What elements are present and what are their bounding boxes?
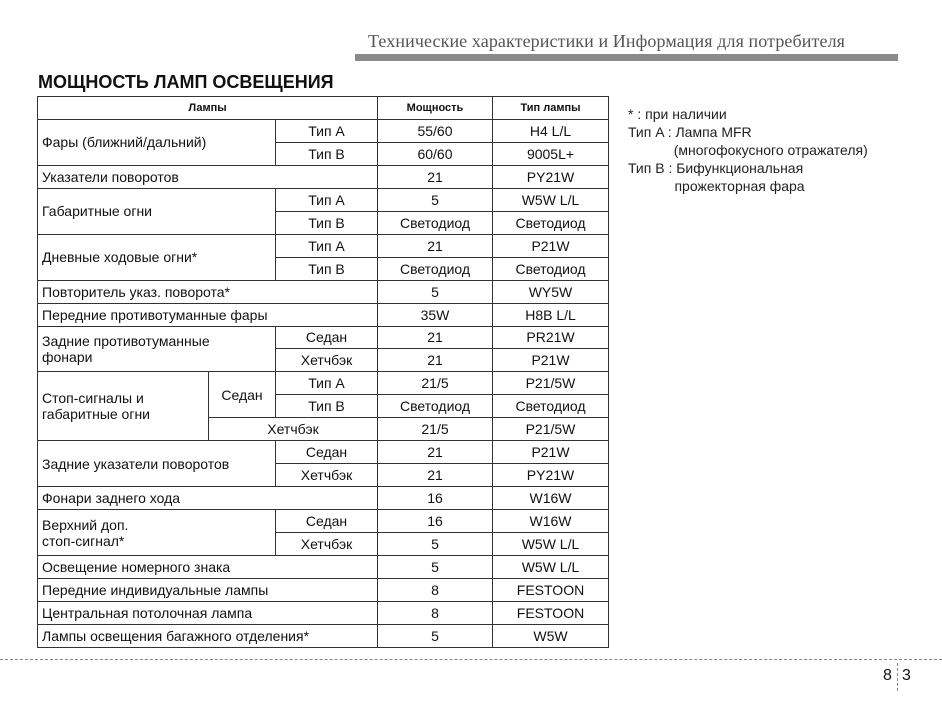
table-row: [38, 188, 609, 211]
power-cell: 16: [378, 510, 493, 533]
power-cell: 21: [378, 441, 493, 464]
variant-cell: Седан: [276, 510, 378, 533]
variant-cell: Тип A: [276, 372, 378, 395]
col-header-type: Тип лампы: [493, 97, 609, 120]
row-label: [38, 326, 276, 372]
power-cell: 55/60: [378, 119, 493, 142]
power-cell: Светодиод: [378, 395, 493, 418]
note-type-a: [628, 123, 868, 159]
table-row: [38, 579, 609, 602]
power-cell: 16: [378, 487, 493, 510]
header-rule: [355, 54, 898, 61]
row-label-line: Стоп-сигналы и: [42, 390, 144, 407]
type-cell: P21/5W: [493, 372, 609, 395]
table-row: [38, 119, 609, 142]
sedan-group-cell: Седан: [209, 372, 276, 418]
power-cell: 5: [378, 188, 493, 211]
note-key: Тип A: [628, 124, 668, 140]
power-cell: 5: [378, 280, 493, 303]
row-label-line: габаритные огни: [42, 406, 151, 423]
page-header-title: Технические характеристики и Информация для потребителя: [368, 31, 846, 51]
table-row: [38, 624, 609, 647]
table-row: [38, 280, 609, 303]
table-header-row: [38, 97, 609, 120]
variant-cell: Седан: [276, 441, 378, 464]
page-number-separator: [897, 663, 898, 691]
row-label: Повторитель указ. поворота*: [38, 280, 378, 303]
row-label: [38, 372, 209, 441]
note-text: : при наличии: [637, 106, 727, 122]
row-label: Фары (ближний/дальний): [38, 119, 276, 165]
variant-cell: Тип B: [276, 211, 378, 234]
note-text: : Бифункциональная: [668, 160, 804, 176]
variant-cell: Хетчбэк: [276, 533, 378, 556]
variant-cell: Тип A: [276, 119, 378, 142]
power-cell: 21: [378, 165, 493, 188]
table-row: [38, 441, 609, 464]
power-cell: 35W: [378, 303, 493, 326]
row-label: Освещение номерного знака: [38, 556, 378, 579]
col-header-lamps: Лампы: [38, 97, 378, 120]
power-cell: 5: [378, 624, 493, 647]
row-label: Габаритные огни: [38, 188, 276, 234]
type-cell: W5W: [493, 624, 609, 647]
row-label: [38, 510, 276, 556]
type-cell: Светодиод: [493, 257, 609, 280]
type-cell: 9005L+: [493, 142, 609, 165]
type-cell: P21W: [493, 441, 609, 464]
type-cell: FESTOON: [493, 601, 609, 624]
variant-cell: Тип B: [276, 257, 378, 280]
footer-divider: [0, 659, 942, 660]
variant-cell: Седан: [276, 326, 378, 349]
power-cell: 8: [378, 579, 493, 602]
power-cell: 5: [378, 533, 493, 556]
table-row: [38, 601, 609, 624]
power-cell: Светодиод: [378, 257, 493, 280]
power-cell: 21: [378, 234, 493, 257]
type-cell: H4 L/L: [493, 119, 609, 142]
type-cell: H8B L/L: [493, 303, 609, 326]
table-row: [38, 303, 609, 326]
power-cell: 21/5: [378, 418, 493, 441]
section-title: МОЩНОСТЬ ЛАМП ОСВЕЩЕНИЯ: [38, 72, 334, 92]
power-cell: 21: [378, 349, 493, 372]
table-row: [38, 487, 609, 510]
table-row: [38, 372, 609, 395]
type-cell: W5W L/L: [493, 533, 609, 556]
table-row: [38, 326, 609, 349]
note-text: прожекторная фара: [674, 178, 805, 194]
variant-cell: Тип B: [276, 142, 378, 165]
page-number-right: 3: [902, 667, 911, 684]
note-text: (многофокусного отражателя): [673, 142, 868, 158]
note-key: *: [628, 106, 638, 122]
power-cell: 8: [378, 601, 493, 624]
row-label: Фонари заднего хода: [38, 487, 378, 510]
power-cell: Светодиод: [378, 211, 493, 234]
variant-cell: Хетчбэк: [209, 418, 378, 441]
row-label: Передние индивидуальные лампы: [38, 579, 378, 602]
row-label-line: Верхний доп.: [42, 516, 129, 533]
note-key: Тип B: [628, 160, 669, 176]
type-cell: Светодиод: [493, 395, 609, 418]
row-label: Лампы освещения багажного отделения*: [38, 624, 378, 647]
row-label: Задние указатели поворотов: [38, 441, 276, 487]
type-cell: PR21W: [493, 326, 609, 349]
lamp-power-table: [37, 96, 609, 648]
row-label: Указатели поворотов: [38, 165, 378, 188]
row-label-line: фонари: [42, 348, 93, 365]
variant-cell: Хетчбэк: [276, 464, 378, 487]
power-cell: 5: [378, 556, 493, 579]
note-star: [628, 105, 868, 123]
variant-cell: Тип B: [276, 395, 378, 418]
type-cell: W16W: [493, 487, 609, 510]
row-label: Дневные ходовые огни*: [38, 234, 276, 280]
table-row: [38, 510, 609, 533]
notes-block: [628, 105, 868, 195]
type-cell: PY21W: [493, 464, 609, 487]
variant-cell: Хетчбэк: [276, 349, 378, 372]
row-label: Передние противотуманные фары: [38, 303, 378, 326]
type-cell: PY21W: [493, 165, 609, 188]
page-number-left: 8: [883, 667, 892, 684]
table-row: [38, 165, 609, 188]
row-label-line: стоп-сигнал*: [42, 532, 125, 549]
type-cell: P21W: [493, 234, 609, 257]
variant-cell: Тип A: [276, 234, 378, 257]
power-cell: 21: [378, 326, 493, 349]
note-type-b: [628, 159, 868, 195]
type-cell: P21/5W: [493, 418, 609, 441]
power-cell: 21: [378, 464, 493, 487]
type-cell: W5W L/L: [493, 556, 609, 579]
type-cell: Светодиод: [493, 211, 609, 234]
table-row: [38, 234, 609, 257]
type-cell: P21W: [493, 349, 609, 372]
table-row: [38, 556, 609, 579]
note-text: : Лампа MFR: [667, 124, 752, 140]
variant-cell: Тип A: [276, 188, 378, 211]
power-cell: 21/5: [378, 372, 493, 395]
type-cell: FESTOON: [493, 579, 609, 602]
row-label: Центральная потолочная лампа: [38, 601, 378, 624]
col-header-power: Мощность: [378, 97, 493, 120]
type-cell: WY5W: [493, 280, 609, 303]
power-cell: 60/60: [378, 142, 493, 165]
type-cell: W5W L/L: [493, 188, 609, 211]
type-cell: W16W: [493, 510, 609, 533]
row-label-line: Задние противотуманные: [42, 332, 210, 349]
